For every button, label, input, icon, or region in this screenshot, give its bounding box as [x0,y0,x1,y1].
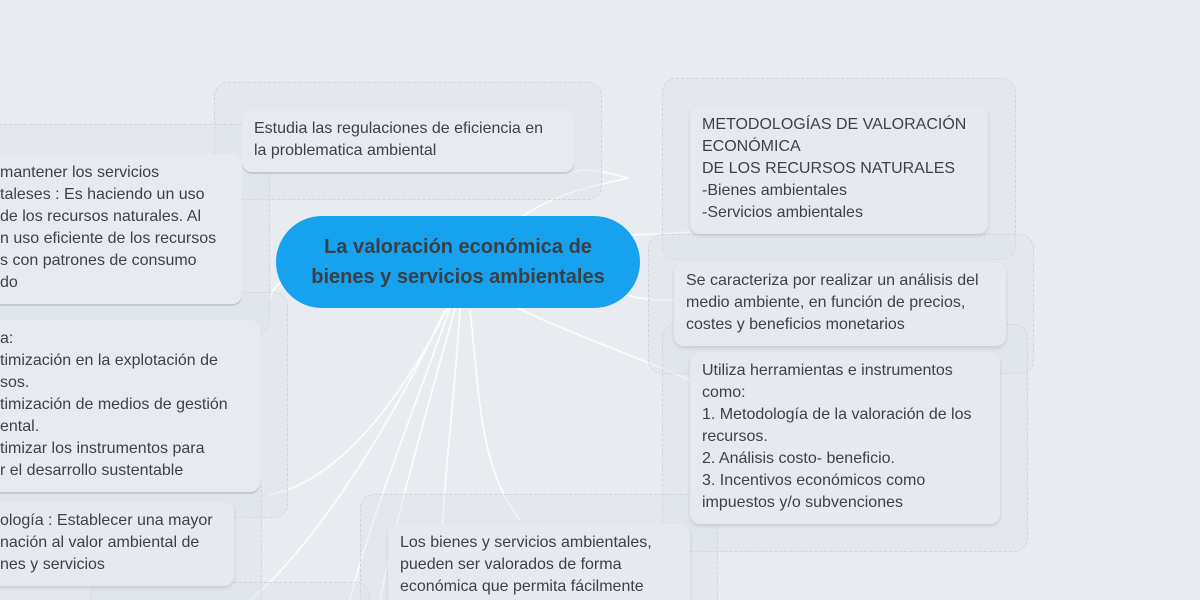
node-regulaciones[interactable]: Estudia las regulaciones de eficiencia en la problematica ambiental [242,110,574,172]
node-optimizacion[interactable]: a: timización en la explotación de sos. timización de medios de gestión ental. timizar los instrumentos para r el desarrollo sustentable [0,320,260,492]
node-herramientas[interactable]: Utiliza herramientas e instrumentos como: 1. Metodología de la valoración de los recursos. 2. Análisis costo- beneficio. 3. Incentivos económicos como impuestos y/o subvenciones [690,352,1000,524]
central-topic[interactable]: La valoración económica de bienes y servicios ambientales [276,216,640,308]
node-analisis[interactable]: Se caracteriza por realizar un análisis del medio ambiente, en función de precios, costes y beneficios monetarios [674,262,1006,346]
link-bienes [470,310,520,520]
node-metodologias[interactable]: METODOLOGÍAS DE VALORACIÓN ECONÓMICA DE LOS RECURSOS NATURALES -Bienes ambientales -Servicios ambientales [690,106,988,234]
node-metodologia-left[interactable]: ología : Establecer una mayor nación al valor ambiental de nes y servicios [0,502,234,586]
node-mantener[interactable]: mantener los servicios taleses : Es haciendo un uso de los recursos naturales. Al n uso eficiente de los recursos s con patrones de consumo do [0,154,242,304]
node-bienes-valorados[interactable]: Los bienes y servicios ambientales, pueden ser valorados de forma económica que permita fácilmente [388,524,690,600]
